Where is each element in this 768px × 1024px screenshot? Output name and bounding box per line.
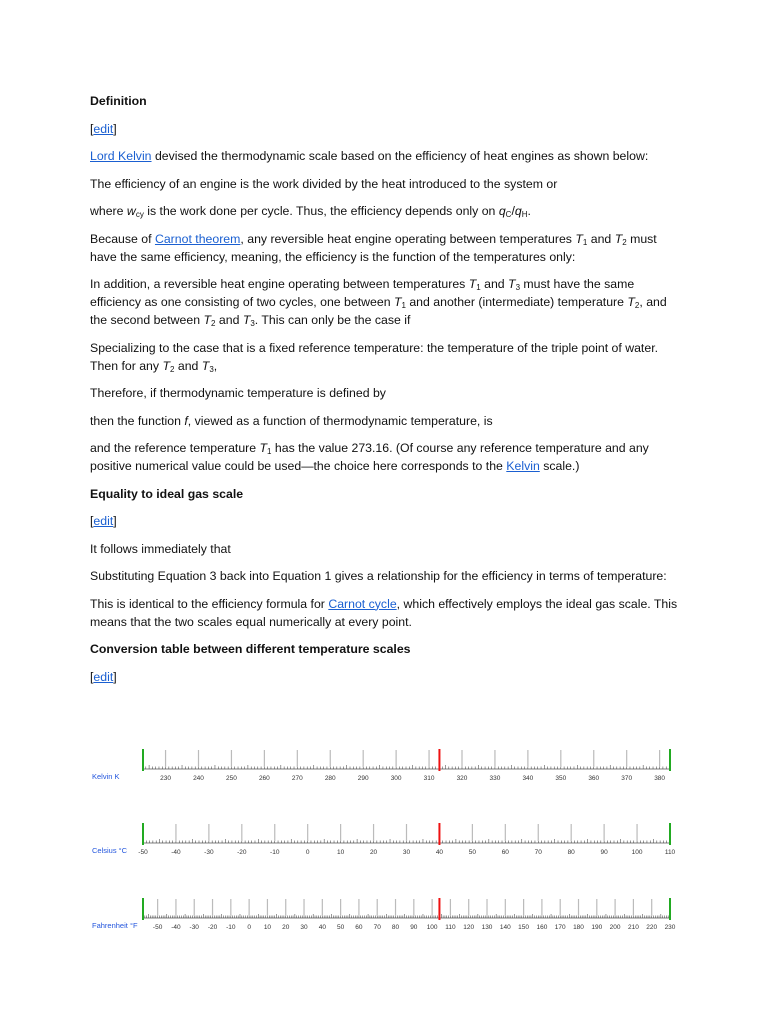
math-variable: T (614, 231, 623, 246)
subscript: 1 (476, 283, 481, 292)
edit-link[interactable]: edit (93, 514, 114, 528)
text-run: and (215, 313, 243, 327)
scale-celsius-tick-label: 20 (369, 849, 378, 856)
text-run: has the value 273.16. (Of course any reference temperature and any positive numerical value could be used—the choice here corresponds to the (90, 441, 649, 473)
paragraph-identical (90, 595, 680, 631)
scale-kelvin-tick-label: 360 (588, 775, 600, 782)
heading-definition: Definition (90, 94, 147, 108)
scale-celsius-tick-label: -20 (237, 849, 247, 856)
text-run: and (587, 231, 615, 246)
scale-fahrenheit-tick-label: 70 (373, 924, 381, 931)
math-variable: T (162, 358, 170, 373)
scale-kelvin-tick-label: 350 (555, 775, 567, 782)
scale-fahrenheit-tick-label: 110 (445, 924, 456, 931)
scale-fahrenheit-name-label: Fahrenheit °F (92, 921, 138, 930)
text-run: scale.) (539, 459, 580, 473)
text-run: and (480, 277, 509, 291)
scale-kelvin-tick-label: 270 (291, 775, 303, 782)
scale-fahrenheit-tick-label: 210 (627, 924, 639, 931)
scale-fahrenheit-tick-label: 180 (573, 924, 584, 931)
scale-kelvin-tick-label: 240 (193, 775, 204, 782)
scale-fahrenheit-tick-label: 40 (318, 924, 326, 931)
scale-fahrenheit-tick-label: 90 (410, 924, 418, 931)
paragraph-function-f (90, 412, 680, 430)
scale-fahrenheit-tick-label: 80 (391, 924, 400, 931)
subscript: 3 (209, 364, 214, 374)
math-variable: q (514, 204, 522, 218)
edit-conversion: [edit] (90, 669, 117, 684)
scale-celsius-tick-label: -40 (171, 849, 181, 856)
scale-fahrenheit-tick-label: -30 (189, 924, 199, 931)
scale-kelvin-tick-label: 370 (621, 775, 633, 782)
scale-fahrenheit-tick-label: 160 (536, 924, 548, 931)
scale-fahrenheit-tick-label: 230 (664, 924, 676, 931)
scale-celsius-tick-label: 40 (435, 849, 444, 856)
paragraph-substituting: Substituting Equation 3 back into Equation 1 gives a relationship for the efficiency in terms of temperature: (90, 569, 667, 583)
paragraph-carnot-theorem (90, 230, 680, 266)
text-run: In addition, a reversible heat engine operating between temperatures (90, 277, 469, 291)
scale-fahrenheit-tick-label: 120 (463, 924, 475, 931)
paragraph-reference-temperature (90, 439, 680, 475)
scale-fahrenheit-tick-label: 220 (646, 924, 658, 931)
math-variable: q (498, 204, 506, 218)
subscript: H (521, 210, 528, 219)
text-run: . (527, 204, 531, 218)
scale-fahrenheit-tick-label: 140 (499, 924, 511, 931)
paragraph-lord-kelvin: Lord Kelvin devised the thermodynamic scale based on the efficiency of heat engines as shown below: (90, 149, 649, 163)
math-variable: T (627, 295, 635, 309)
text-run: Because of (90, 231, 155, 246)
inline-link[interactable]: Carnot theorem (154, 231, 241, 246)
math-variable: T (508, 277, 516, 291)
scale-fahrenheit-tick-label: 60 (355, 924, 363, 931)
text-run: where (90, 204, 127, 218)
paragraph-two-cycles (90, 275, 680, 329)
text-run: . This can only be the case if (254, 313, 411, 327)
math-variable: T (575, 231, 583, 246)
text-run: and another (intermediate) temperature (405, 295, 628, 309)
subscript: 3 (250, 319, 255, 328)
edit-link[interactable]: edit (93, 121, 114, 136)
text-run: , which effectively employs the ideal gas scale. This means that the two scales equal numerically at every point. (90, 596, 678, 629)
edit-definition: [edit] (90, 121, 117, 136)
scale-celsius-tick-label: 80 (567, 849, 575, 856)
scale-kelvin-tick-label: 340 (522, 775, 534, 782)
scale-fahrenheit-tick-label: 20 (282, 924, 290, 931)
text-run: then the function (90, 413, 185, 428)
paragraph-specializing (90, 339, 680, 375)
math-variable: T (393, 295, 402, 309)
subscript: C (505, 210, 512, 219)
scale-fahrenheit-tick-label: -40 (171, 924, 181, 931)
inline-link[interactable]: Carnot cycle (328, 596, 397, 611)
text-run: This is identical to the efficiency formula for (90, 596, 329, 611)
scale-kelvin-tick-label: 330 (489, 775, 501, 782)
scale-celsius-tick-label: 100 (631, 849, 643, 856)
subscript: 1 (267, 447, 272, 456)
scale-fahrenheit-tick-label: 200 (609, 924, 621, 931)
scale-kelvin-tick-label: 300 (390, 775, 402, 782)
subscript: 1 (401, 301, 406, 310)
scale-fahrenheit-tick-label: -20 (207, 924, 218, 931)
scale-kelvin-tick-label: 380 (654, 775, 666, 782)
scale-celsius-name-label: Celsius °C (92, 846, 128, 855)
edit-equality: [edit] (90, 514, 117, 528)
math-variable: w (126, 204, 136, 218)
text-run: Specializing to the case that is a fixed reference temperature: the temperature of the triple point of water. Then for any (90, 340, 659, 373)
inline-link[interactable]: Kelvin (506, 459, 540, 473)
scale-celsius-tick-label: 0 (305, 849, 310, 856)
text-run: / (511, 204, 515, 218)
scale-fahrenheit-tick-label: 10 (263, 924, 272, 931)
subscript: cy (135, 210, 144, 219)
scale-celsius-tick-label: 30 (402, 849, 411, 856)
scale-fahrenheit-tick-label: -50 (152, 924, 163, 931)
scale-celsius-tick-label: 50 (468, 849, 476, 856)
text-run: and the reference temperature (90, 441, 260, 455)
text-run: , viewed as a function of thermodynamic temperature, is (187, 413, 493, 428)
math-variable: f (184, 413, 188, 428)
scale-kelvin-tick-label: 320 (456, 775, 468, 782)
scale-celsius-tick-label: 110 (664, 849, 676, 856)
subscript: 2 (169, 364, 175, 374)
scale-celsius-tick-label: 10 (337, 849, 345, 856)
scale-celsius-tick-label: -50 (138, 849, 148, 856)
heading-equality: Equality to ideal gas scale (90, 486, 244, 501)
scale-celsius-tick-label: 60 (501, 849, 509, 856)
math-variable: T (259, 441, 268, 455)
math-variable: T (201, 358, 210, 373)
article-body (90, 92, 680, 695)
scale-fahrenheit-tick-label: 30 (300, 924, 308, 931)
subscript: 2 (622, 237, 627, 247)
text-run: must have the same efficiency as one consisting of two cycles, one between (90, 277, 635, 309)
scale-svg (90, 744, 680, 944)
math-variable: T (468, 277, 477, 291)
paragraph-therefore: Therefore, if thermodynamic temperature is defined by (90, 386, 386, 400)
scale-kelvin-tick-label: 260 (258, 775, 270, 782)
subscript: 2 (211, 319, 216, 328)
scale-celsius-tick-label: -30 (204, 849, 214, 856)
scale-kelvin-tick-label: 290 (357, 775, 369, 782)
scale-kelvin-tick-label: 230 (160, 775, 171, 782)
math-variable: T (242, 313, 251, 327)
heading-conversion: Conversion table between different temperature scales (90, 642, 411, 656)
scale-fahrenheit-tick-label: 130 (481, 924, 493, 931)
scale-fahrenheit-tick-label: 170 (554, 924, 566, 931)
scale-fahrenheit-tick-label: 190 (591, 924, 603, 931)
scale-celsius-tick-label: 70 (534, 849, 542, 856)
scale-kelvin-tick-label: 250 (226, 775, 237, 782)
scale-fahrenheit-tick-label: 0 (247, 924, 251, 931)
scale-fahrenheit-tick-label: 50 (337, 924, 345, 931)
temperature-scale-chart (90, 744, 680, 944)
text-run: is the work done per cycle. Thus, the efficiency depends only on (143, 204, 499, 218)
math-variable: T (203, 313, 212, 327)
scale-fahrenheit-tick-label: 100 (426, 924, 438, 931)
paragraph-work-per-cycle (90, 202, 680, 220)
text-run: and (174, 358, 202, 373)
text-run: , and the second between (90, 295, 667, 327)
text-run: , (213, 358, 218, 373)
subscript: 2 (634, 301, 640, 310)
lord-kelvin-link[interactable]: Lord Kelvin (90, 149, 152, 163)
scale-fahrenheit-tick-label: -10 (226, 924, 236, 931)
scale-celsius-tick-label: -10 (270, 849, 280, 856)
subscript: 3 (515, 283, 521, 292)
scale-fahrenheit-tick-label: 150 (518, 924, 530, 931)
scale-kelvin-tick-label: 280 (324, 775, 336, 782)
subscript: 1 (582, 237, 588, 247)
text-run: , any reversible heat engine operating between temperatures (240, 231, 576, 246)
scale-celsius-tick-label: 90 (600, 849, 608, 856)
scale-kelvin-name-label: Kelvin K (92, 772, 120, 781)
scale-kelvin-tick-label: 310 (423, 775, 435, 782)
paragraph-follows: It follows immediately that (90, 541, 231, 556)
paragraph-efficiency: The efficiency of an engine is the work divided by the heat introduced to the system or (90, 176, 558, 191)
text-run: must have the same efficiency, meaning, the efficiency is the function of the temperatures only: (90, 231, 657, 264)
edit-link[interactable]: edit (93, 669, 114, 684)
